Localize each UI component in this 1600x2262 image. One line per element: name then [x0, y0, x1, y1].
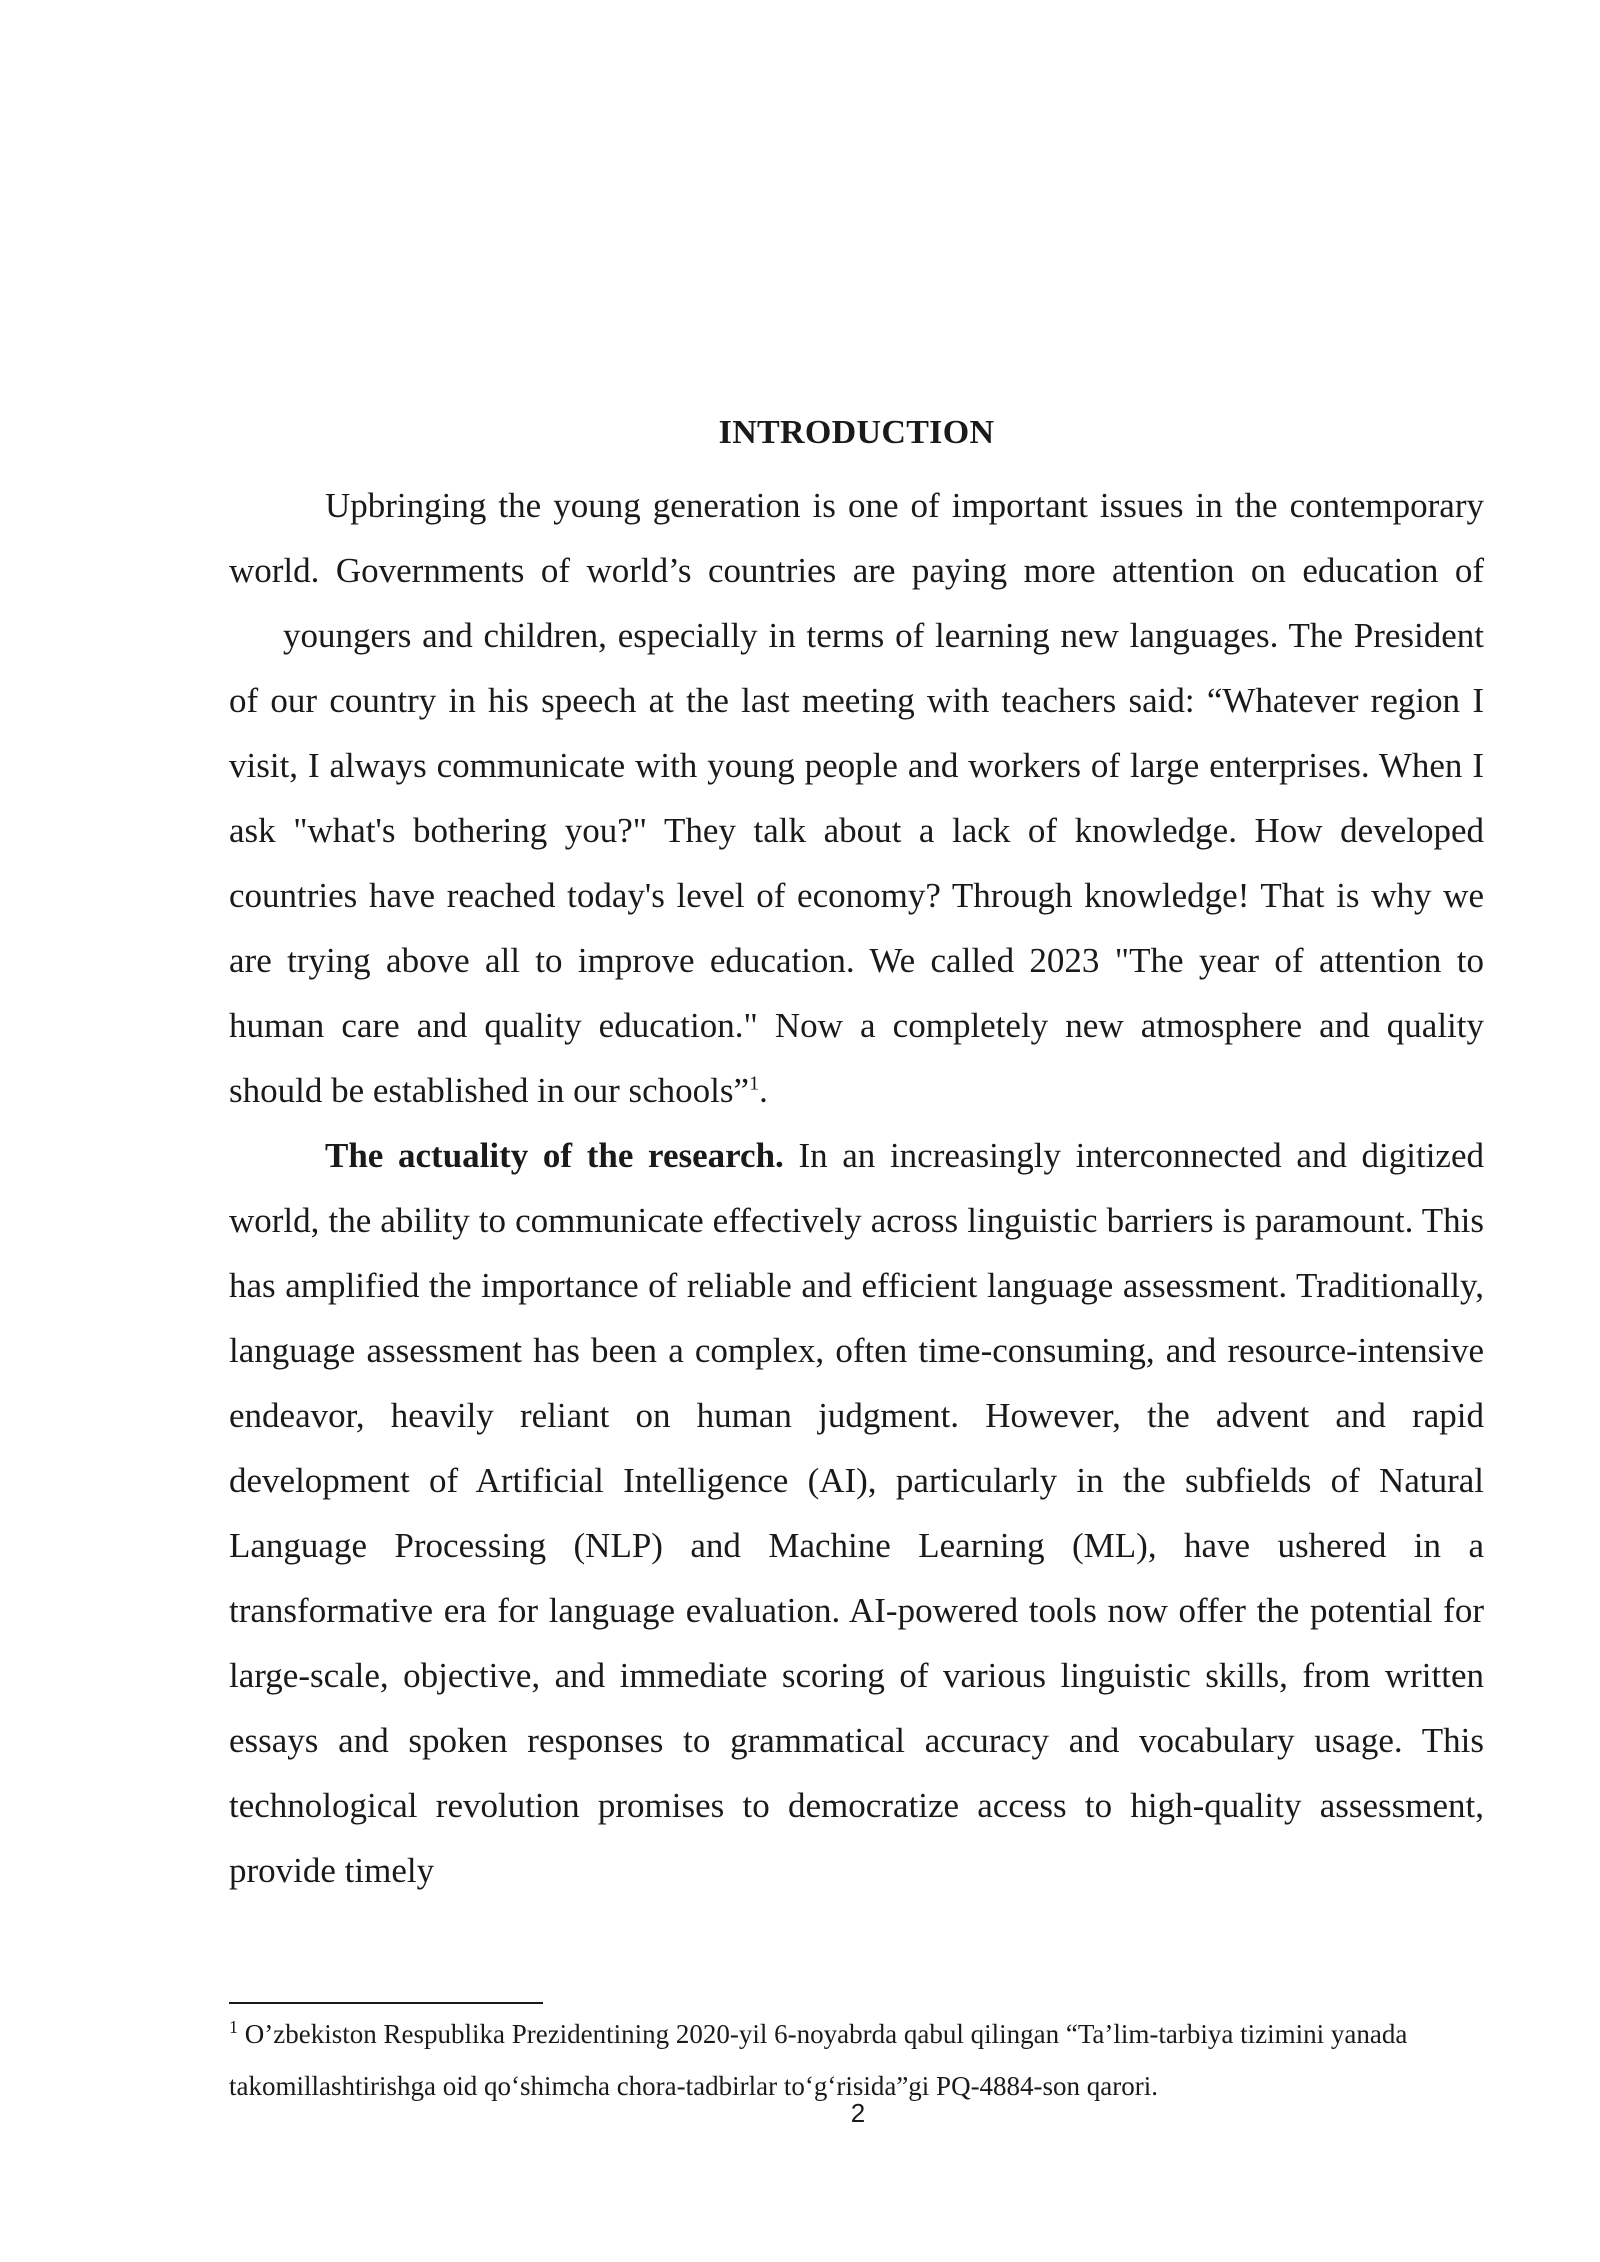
actuality-paragraph-text: In an increasingly interconnected and digitized world, the ability to communicate effectively across linguistic barriers is paramount. This has amplified the importance of reliable and efficient language assessment. Traditionally, language assessment has been a complex, often time-consuming, and resource-intensive endeavor, heavily reliant on human judgment. However, the advent and rapid development of Artificial Intelligence (AI), particularly in the subfields of Natural Language Processing (NLP) and Machine Learning (ML), have ushered in a transformative era for language evaluation. AI-powered tools now offer the potential for large-scale, objective, and immediate scoring of various linguistic skills, from written essays and spoken responses to grammatical accuracy and vocabulary usage. This technological revolution promises to democratize access to high-quality assessment, provide timely — [229, 1136, 1484, 1890]
actuality-lead: The actuality of the research. — [325, 1136, 784, 1175]
page-number: 2 — [850, 2098, 866, 2128]
page-body — [229, 408, 1484, 1903]
intro-paragraph-text: Upbringing the young generation is one of important issues in the contemporary world. Governments of world’s countries are paying more attention on education of youngers and children, especially in terms of learning new languages. The President of our country in his speech at the last meeting with teachers said: “Whatever region I visit, I always communicate with young people and workers of large enterprises. When I ask "what's bothering you?" They talk about a lack of knowledge. How developed countries have reached today's level of economy? Through knowledge! That is why we are trying above all to improve education. We called 2023 "The year of attention to human care and quality education." Now a completely new atmosphere and quality should be established in our schools” — [229, 486, 1484, 1110]
footnote-number: 1 — [229, 2017, 238, 2037]
footnote-reference[interactable]: 1 — [749, 1072, 760, 1095]
footnote-separator — [229, 2002, 543, 2004]
section-heading: INTRODUCTION — [718, 414, 995, 451]
intro-paragraph-end: . — [759, 1071, 768, 1110]
footnote-text: O’zbekiston Respublika Prezidentining 2020-yil 6-noyabrda qabul qilingan “Ta’lim-tarbiya tizimini yanada takomillashtirishga oid qo‘shimcha chora-tadbirlar to‘g‘risida”gi PQ-4884-son qarori. — [229, 2019, 1408, 2101]
intro-paragraph — [229, 473, 1484, 1123]
actuality-paragraph — [229, 1123, 1484, 1903]
